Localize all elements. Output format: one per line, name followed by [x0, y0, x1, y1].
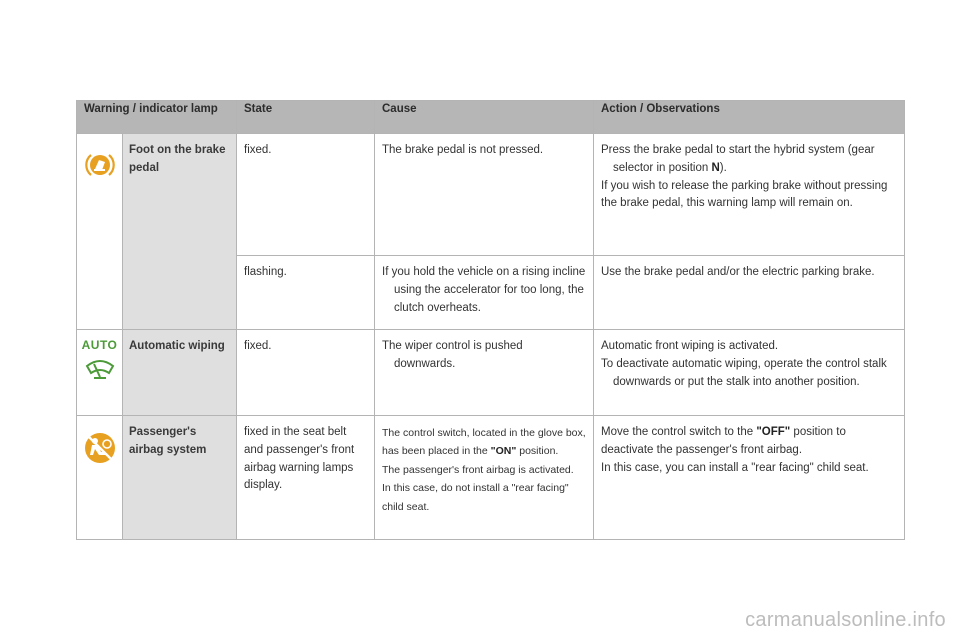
cause-line	[382, 424, 586, 461]
cause-cell	[375, 256, 594, 330]
icon-cell	[77, 416, 123, 540]
warning-lamp-table	[76, 100, 905, 540]
action-text: Move the control switch to the	[601, 426, 757, 438]
passenger-airbag-off-icon	[82, 430, 118, 466]
action-line: Use the brake pedal and/or the electric parking brake.	[601, 266, 875, 278]
state-cell: fixed.	[237, 330, 375, 416]
header-cause: Cause	[375, 101, 594, 134]
cause-line: The passenger's front airbag is activated.	[382, 463, 574, 476]
watermark: carmanualsonline.info	[745, 609, 946, 631]
cause-cell	[375, 134, 594, 256]
action-text: Press the brake pedal to start the hybrid system (gear selector in position	[601, 144, 875, 174]
action-line: In this case, you can install a "rear facing" child seat.	[601, 461, 869, 474]
cause-text: If you hold the vehicle on a rising incline using the accelerator for too long, the clutch overheats.	[382, 266, 586, 314]
action-line: Automatic front wiping is activated.	[601, 340, 779, 352]
action-cell	[594, 330, 905, 416]
cause-cell	[375, 416, 594, 540]
action-bold: N	[711, 161, 720, 174]
action-line: To deactivate automatic wiping, operate the control stalk downwards or put the stalk into another position.	[601, 357, 887, 388]
table-row	[77, 416, 905, 540]
header-state: State	[237, 101, 375, 134]
table-header-row	[77, 101, 905, 134]
header-lamp: Warning / indicator lamp	[77, 101, 237, 134]
action-cell	[594, 416, 905, 540]
cause-cell	[375, 330, 594, 416]
action-line: If you wish to release the parking brake without pressing the brake pedal, this warning lamp will remain on.	[601, 179, 888, 210]
action-cell	[594, 256, 905, 330]
action-text: ).	[719, 161, 727, 174]
action-bold: "OFF"	[756, 426, 791, 438]
cause-text: The control switch, located in the glove box, has been placed in the	[382, 427, 586, 458]
lamp-name-airbag: Passenger's airbag system	[123, 416, 237, 540]
lamp-name-brake: Foot on the brake pedal	[123, 134, 237, 330]
table-row	[77, 134, 905, 256]
action-line	[601, 424, 897, 460]
cause-text: The wiper control is pushed downwards.	[382, 340, 523, 370]
state-cell: flashing.	[237, 256, 375, 330]
action-line	[601, 142, 897, 178]
icon-cell	[77, 330, 123, 416]
header-action: Action / Observations	[594, 101, 905, 134]
brake-pedal-warning-icon	[83, 148, 117, 182]
state-cell: fixed in the seat belt and passenger's front airbag warning lamps display.	[237, 416, 375, 540]
icon-cell	[77, 134, 123, 330]
lamp-name-wiping: Automatic wiping	[123, 330, 237, 416]
auto-label: AUTO	[81, 338, 118, 352]
auto-wiper-icon	[85, 357, 115, 381]
action-text: position to deactivate the passenger's front airbag.	[601, 426, 846, 456]
cause-line: In this case, do not install a "rear facing" child seat.	[382, 482, 569, 513]
cause-text: The brake pedal is not pressed.	[382, 144, 544, 156]
table-row	[77, 330, 905, 416]
action-cell	[594, 134, 905, 256]
cause-bold: "ON"	[490, 445, 517, 458]
state-cell: fixed.	[237, 134, 375, 256]
cause-text: position.	[516, 445, 559, 458]
